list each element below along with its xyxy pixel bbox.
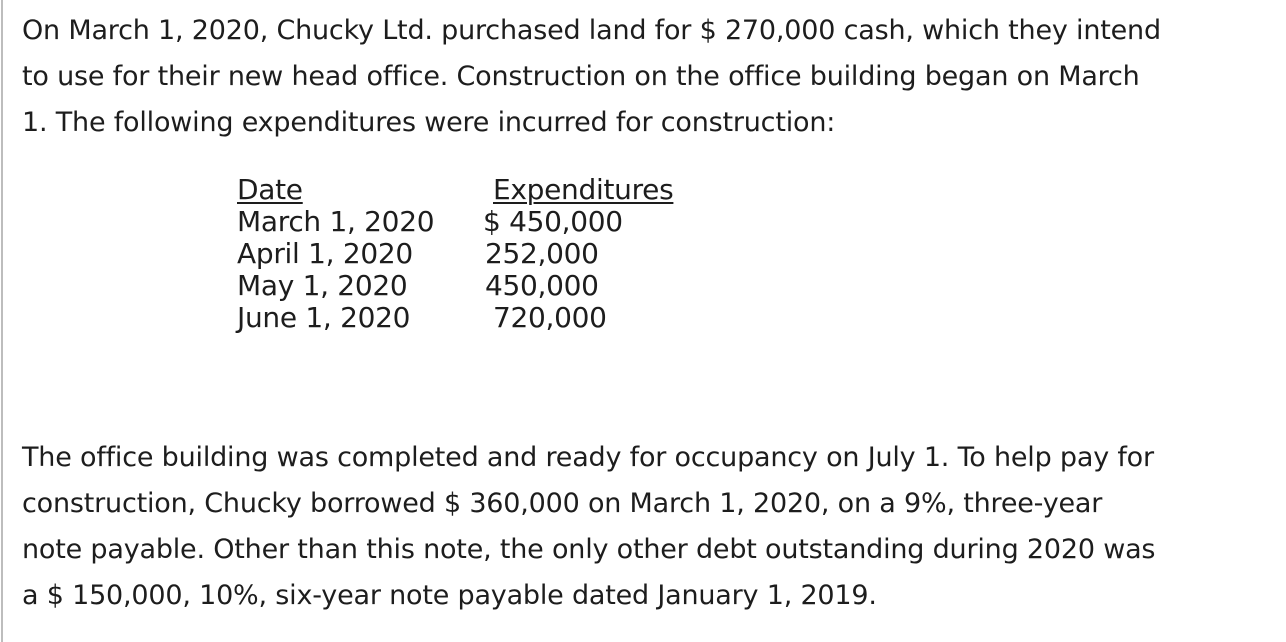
table-row [237, 302, 743, 334]
row-date: March 1, 2020 [237, 205, 435, 238]
row-amount: $ 450,000 [483, 205, 623, 238]
closing-line: The office building was completed and ready for occupancy on July 1. To help pay for [22, 442, 1154, 473]
date-column-header: Date [237, 173, 303, 206]
expenditures-table [237, 174, 743, 334]
row-amount: 450,000 [485, 269, 599, 302]
row-date: April 1, 2020 [237, 237, 413, 270]
table-row [237, 270, 743, 302]
closing-paragraph [22, 435, 1272, 619]
intro-line: 1. The following expenditures were incurred for construction: [22, 107, 836, 138]
intro-line: to use for their new head office. Construction on the office building began on March [22, 61, 1140, 92]
table-row [237, 238, 743, 270]
closing-line: a $ 150,000, 10%, six-year note payable dated January 1, 2019. [22, 580, 877, 611]
table-header-row [237, 174, 743, 206]
row-date: June 1, 2020 [237, 301, 411, 334]
closing-line: note payable. Other than this note, the only other debt outstanding during 2020 was [22, 534, 1156, 565]
table-row [237, 206, 743, 238]
closing-line: construction, Chucky borrowed $ 360,000 on March 1, 2020, on a 9%, three-year [22, 488, 1103, 519]
row-amount: 252,000 [485, 237, 599, 270]
row-date: May 1, 2020 [237, 269, 408, 302]
row-amount: 720,000 [493, 301, 607, 334]
intro-line: On March 1, 2020, Chucky Ltd. purchased land for $ 270,000 cash, which they intend [22, 15, 1161, 46]
intro-paragraph [22, 8, 1272, 146]
page-left-border [1, 0, 3, 642]
expenditures-column-header: Expenditures [493, 173, 674, 206]
